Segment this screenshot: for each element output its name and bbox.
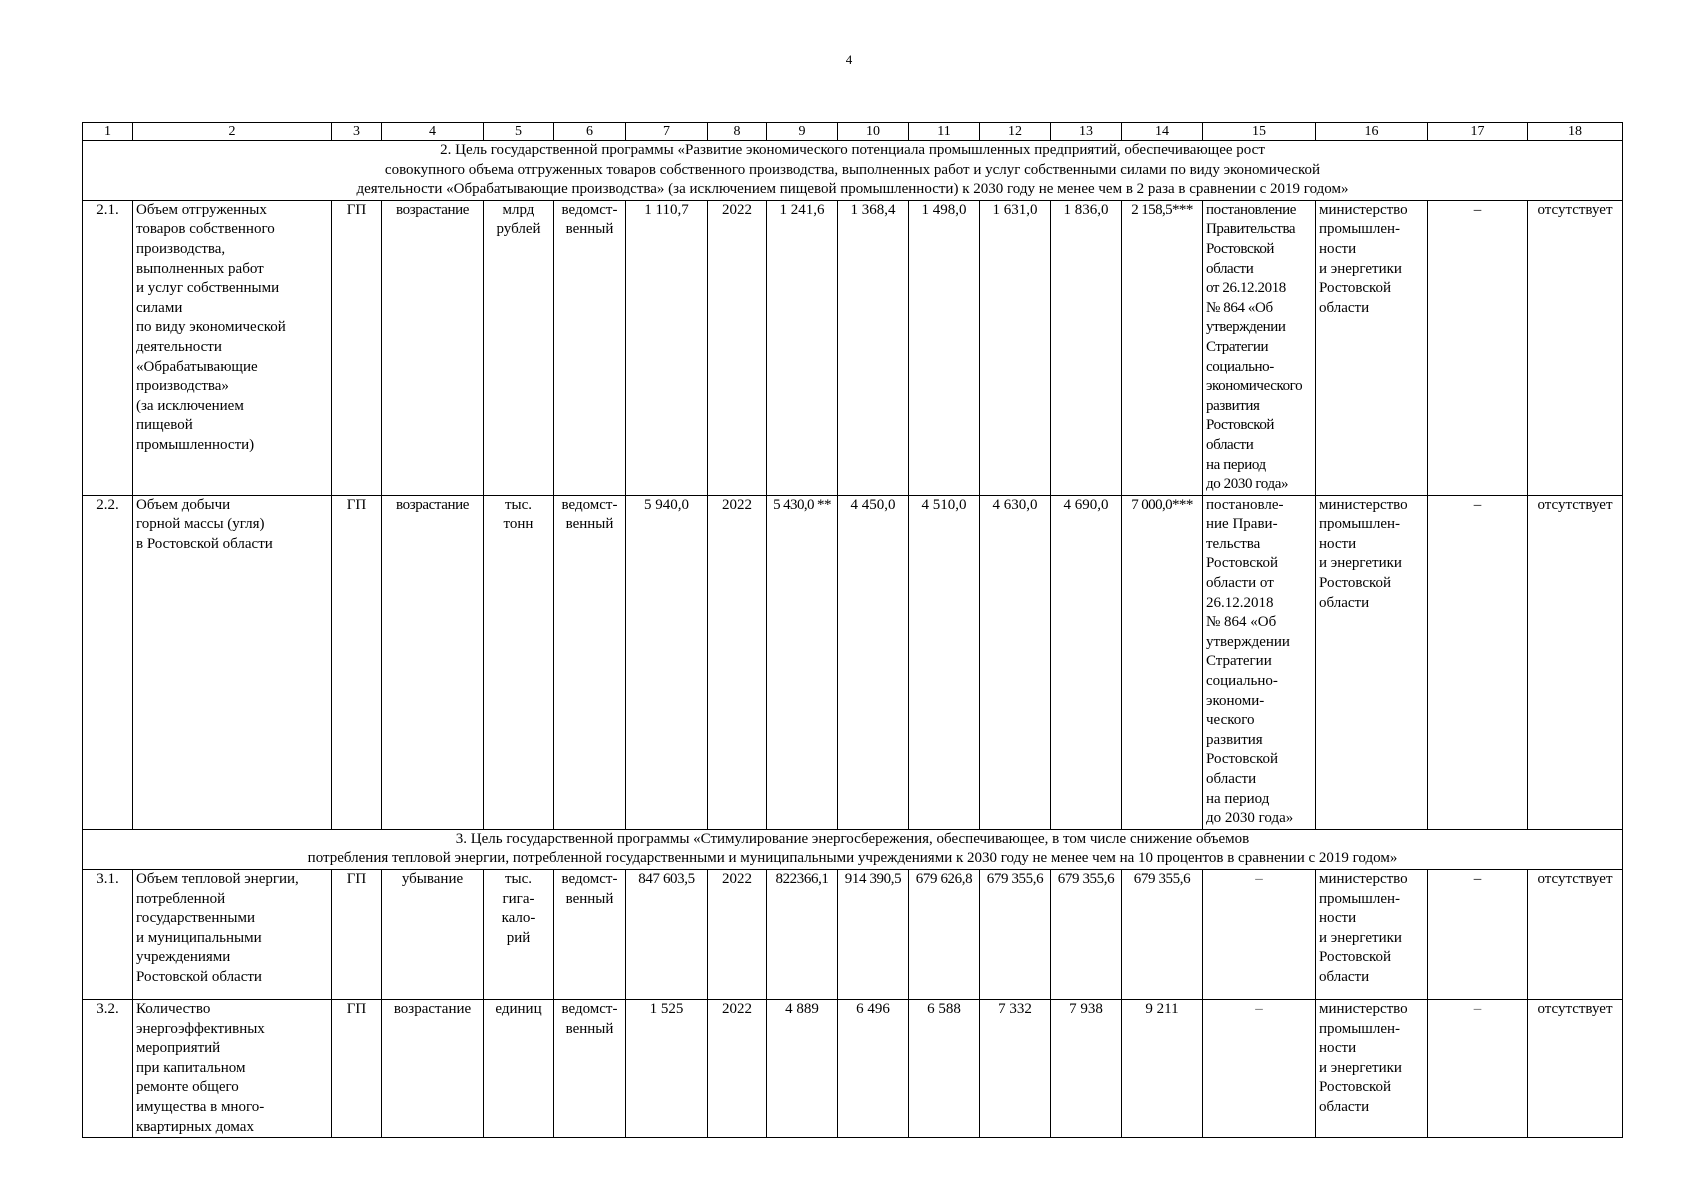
base-year: 2022 — [708, 999, 767, 1137]
value-2027: 4 630,0 — [980, 495, 1051, 829]
column-header: 16 — [1316, 123, 1428, 141]
column-header: 7 — [626, 123, 708, 141]
value-2025: 6 496 — [838, 999, 909, 1137]
column-17-value: – — [1428, 200, 1528, 495]
base-year: 2022 — [708, 495, 767, 829]
column-header: 18 — [1528, 123, 1623, 141]
indicator-name: Объем тепловой энергии, потребленной государственными и муниципальными учреждениями Ростовской области — [136, 870, 299, 985]
value-2030: 7 000,0*** — [1122, 495, 1203, 829]
unit: единиц — [495, 1000, 542, 1017]
value-2028: 4 690,0 — [1051, 495, 1122, 829]
column-header: 1 — [83, 123, 133, 141]
value-2025: 4 450,0 — [838, 495, 909, 829]
information-system: отсутствует — [1528, 495, 1623, 829]
column-header: 9 — [767, 123, 838, 141]
indicator-level: ГП — [332, 200, 382, 495]
value-2024: 5 430,0 ** — [767, 495, 838, 829]
value-2030: 679 355,6 — [1122, 869, 1203, 999]
value-2027: 679 355,6 — [980, 869, 1051, 999]
indicator-name: Количество энергоэффективных мероприятий при капитальном ремонте общего имущества в много- квартирных домах — [136, 1000, 265, 1135]
indicator-trend: возрастание — [382, 200, 484, 495]
row-number: 3.1. — [83, 869, 133, 999]
column-header: 13 — [1051, 123, 1122, 141]
row-number: 3.2. — [83, 999, 133, 1137]
unit: млрд рублей — [496, 201, 541, 238]
document-basis: постановле- ние Прави- тельства Ростовской области от 26.12.2018 № 864 «Об утверждении Стратегии социально- экономи- ческого развития Ростовской области на период до 2030 года» — [1206, 496, 1294, 827]
indicators-table — [82, 122, 1623, 1138]
information-system: отсутствует — [1528, 999, 1623, 1137]
value-2024: 4 889 — [767, 999, 838, 1137]
indicator-name: Объем отгруженных товаров собственного производства, выполненных работ и услуг собственными силами по виду экономической деятельности «Обрабатывающие производства» (за исключением пищевой промышленности) — [136, 201, 286, 453]
base-value: 1 110,7 — [626, 200, 708, 495]
responsible-body: министерство промышлен- ности и энергетики Ростовской области — [1319, 496, 1408, 611]
value-2028: 1 836,0 — [1051, 200, 1122, 495]
row-number: 2.1. — [83, 200, 133, 495]
column-17-value: – — [1428, 869, 1528, 999]
value-2030: 2 158,5*** — [1122, 200, 1203, 495]
indicator-trend: возрастание — [382, 999, 484, 1137]
document-basis: постановление Правительства Ростовской области от 26.12.2018 № 864 «Об утверждении Стратегии социально- экономического развития Ростовской области на период до 2030 года» — [1206, 201, 1303, 493]
indicator-type: ведомст- венный — [561, 1000, 618, 1037]
base-value: 1 525 — [626, 999, 708, 1137]
indicator-level: ГП — [332, 495, 382, 829]
base-value: 847 603,5 — [626, 869, 708, 999]
column-header: 4 — [382, 123, 484, 141]
indicator-type: ведомст- венный — [561, 201, 618, 238]
responsible-body: министерство промышлен- ности и энергетики Ростовской области — [1319, 870, 1408, 985]
table-row — [83, 495, 1623, 829]
goal-2-row — [83, 141, 1623, 201]
value-2027: 1 631,0 — [980, 200, 1051, 495]
column-header: 2 — [133, 123, 332, 141]
indicator-type: ведомст- венный — [561, 870, 618, 907]
table-row — [83, 999, 1623, 1137]
column-header: 6 — [554, 123, 626, 141]
base-year: 2022 — [708, 200, 767, 495]
column-header: 11 — [909, 123, 980, 141]
document-basis: – — [1203, 999, 1316, 1137]
indicator-trend: возрастание — [382, 495, 484, 829]
base-value: 5 940,0 — [626, 495, 708, 829]
column-header: 3 — [332, 123, 382, 141]
row-number: 2.2. — [83, 495, 133, 829]
value-2026: 1 498,0 — [909, 200, 980, 495]
value-2026: 4 510,0 — [909, 495, 980, 829]
goal-2-text: 2. Цель государственной программы «Развитие экономического потенциала промышленных предприятий, обеспечивающее рост совокупного объема отгруженных товаров собственного производства, выполненных работ и услуг собственными силами по виду экономической деятельности «Обрабатывающие производства» (за исключением пищевой промышленности) к 2030 году не менее чем в 2 раза в сравнении с 2019 годом» — [356, 142, 1349, 198]
indicator-level: ГП — [332, 869, 382, 999]
value-2030: 9 211 — [1122, 999, 1203, 1137]
value-2024: 822366,1 — [767, 869, 838, 999]
information-system: отсутствует — [1528, 869, 1623, 999]
value-2027: 7 332 — [980, 999, 1051, 1137]
unit: тыс. тонн — [503, 496, 534, 533]
column-header: 14 — [1122, 123, 1203, 141]
column-17-value: – — [1428, 999, 1528, 1137]
document-basis: – — [1203, 869, 1316, 999]
value-2028: 7 938 — [1051, 999, 1122, 1137]
goal-3-row — [83, 829, 1623, 869]
column-header: 10 — [838, 123, 909, 141]
unit: тыс. гига- кало- рий — [501, 870, 536, 946]
value-2026: 6 588 — [909, 999, 980, 1137]
value-2024: 1 241,6 — [767, 200, 838, 495]
column-header: 5 — [484, 123, 554, 141]
column-header: 8 — [708, 123, 767, 141]
column-number-row — [83, 123, 1623, 141]
value-2025: 1 368,4 — [838, 200, 909, 495]
column-header: 12 — [980, 123, 1051, 141]
column-header: 15 — [1203, 123, 1316, 141]
base-year: 2022 — [708, 869, 767, 999]
value-2025: 914 390,5 — [838, 869, 909, 999]
value-2026: 679 626,8 — [909, 869, 980, 999]
information-system: отсутствует — [1528, 200, 1623, 495]
table-row — [83, 869, 1623, 999]
column-17-value: – — [1428, 495, 1528, 829]
value-2028: 679 355,6 — [1051, 869, 1122, 999]
responsible-body: министерство промышлен- ности и энергетики Ростовской области — [1319, 201, 1408, 316]
responsible-body: министерство промышлен- ности и энергетики Ростовской области — [1319, 1000, 1408, 1115]
indicator-name: Объем добычи горной массы (угля) в Ростовской области — [136, 496, 273, 552]
indicator-trend: убывание — [382, 869, 484, 999]
indicator-level: ГП — [332, 999, 382, 1137]
goal-3-text: 3. Цель государственной программы «Стимулирование энергосбережения, обеспечивающее, в том числе снижение объемов потребления тепловой энергии, потребленной государственными и муниципальными учреждениями к 2030 году не менее чем на 10 процентов в сравнении с 2019 годом» — [307, 830, 1398, 867]
page-number: 4 — [845, 52, 853, 67]
column-header: 17 — [1428, 123, 1528, 141]
indicator-type: ведомст- венный — [561, 496, 618, 533]
table-row — [83, 200, 1623, 495]
